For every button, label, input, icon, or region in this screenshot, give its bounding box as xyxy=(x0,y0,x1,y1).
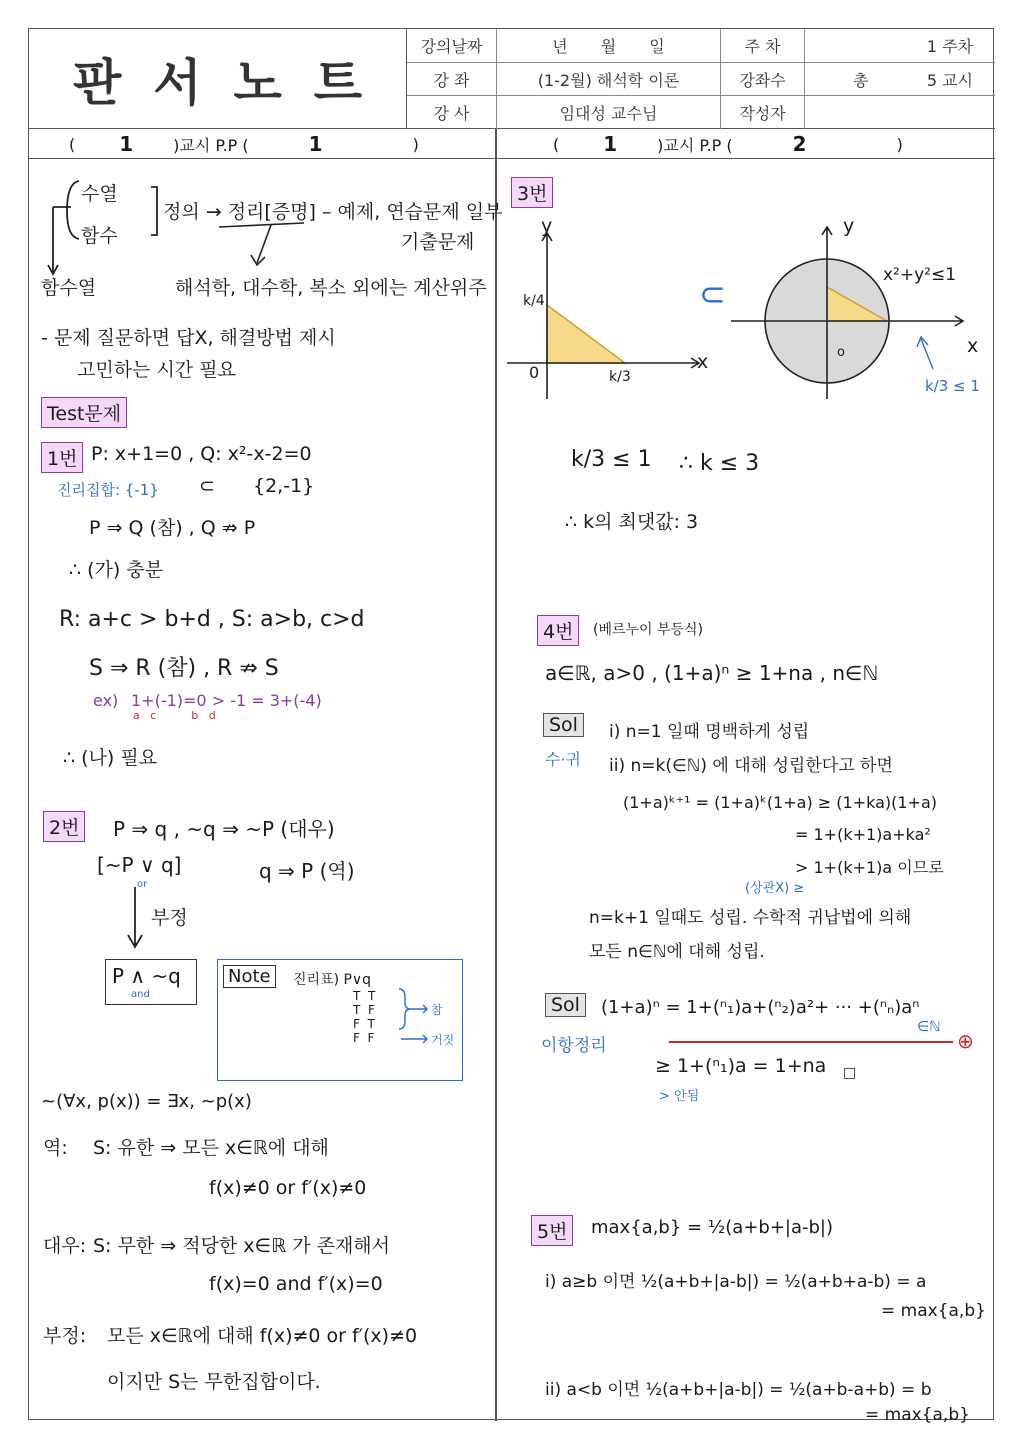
period-number: 1 xyxy=(603,132,618,156)
p5-case-1-result: = max{a,b} xyxy=(881,1301,986,1321)
note-row: F F xyxy=(353,1031,375,1045)
p2-result: P ∧ ~q xyxy=(112,964,181,988)
title-char: 서 xyxy=(153,54,202,112)
p2-converse-2: f(x)≠0 or f′(x)≠0 xyxy=(209,1177,367,1199)
p3-origin: 0 xyxy=(529,363,540,382)
p4-step-1: i) n=1 일때 명백하게 성립 xyxy=(609,722,810,742)
p1-truth-set: {2,-1} xyxy=(253,475,315,497)
intro-funcseq: 함수열 xyxy=(41,277,97,299)
p3-disk-axis-x: x xyxy=(967,335,979,357)
note-row: F T xyxy=(353,1017,375,1031)
title-char: 판 xyxy=(72,54,122,112)
label-instructor: 강 사 xyxy=(407,96,497,129)
p2-line-1: P ⇒ q , ~q ⇒ ~P (대우) xyxy=(113,817,335,841)
intro-past-exams: 기출문제 xyxy=(401,231,475,253)
value-instructor: 임대성 교수님 xyxy=(497,96,721,129)
p4-binom-2-note: > 안됨 xyxy=(659,1089,700,1104)
note-true: 참 xyxy=(431,1003,443,1017)
p4-eq-3-note: (상관X) ≥ xyxy=(745,881,805,896)
label-week: 주 차 xyxy=(721,29,805,63)
p5-case-2-result: = max{a,b} xyxy=(865,1405,970,1425)
p2-quantifier: ~(∀x, p(x)) = ∃x, ~p(x) xyxy=(41,1091,252,1112)
p4-sol2-label: Sol xyxy=(545,993,586,1017)
p4-step-2: ii) n=k(∈ℕ) 에 대해 성립한다고 하면 xyxy=(609,756,893,776)
p1-implication: P ⇒ Q (참) , Q ⇏ P xyxy=(89,517,256,539)
p3-circle-eq: x²+y²≤1 xyxy=(883,265,957,285)
p4-sol-label: Sol xyxy=(543,713,584,737)
note-header: 진리표) P∨q xyxy=(293,972,372,988)
p4-eq-1: (1+a)ᵏ⁺¹ = (1+a)ᵏ(1+a) ≥ (1+ka)(1+a) xyxy=(623,793,937,812)
period-label: )교시 P.P ( xyxy=(657,135,733,155)
label-course: 강 좌 xyxy=(407,63,497,96)
red-underline xyxy=(669,1041,953,1043)
p2-line-2: q ⇒ P (역) xyxy=(259,859,355,883)
p2-negation-1: 모든 x∈ℝ에 대해 f(x)≠0 or f′(x)≠0 xyxy=(107,1325,418,1347)
triangle-region xyxy=(547,305,625,363)
p2-negation: 부정 xyxy=(151,907,188,929)
value-sessions xyxy=(805,63,995,96)
value-date: 년 월 일 xyxy=(497,29,721,63)
p1-subset: ⊂ xyxy=(199,475,215,497)
title-char: 트 xyxy=(313,54,363,112)
p1-pq: P: x+1=0 , Q: x²-x-2=0 xyxy=(91,443,312,465)
p3-tick-k4: k/4 xyxy=(523,293,545,309)
p1-label: 1번 xyxy=(41,442,83,473)
test-label: Test문제 xyxy=(41,397,127,428)
p1-implication-2: S ⇒ R (참) , R ⇏ S xyxy=(89,656,279,681)
p2-contra-1: S: 무한 ⇒ 적당한 x∈ℝ 가 존재해서 xyxy=(93,1235,391,1257)
note-page xyxy=(28,28,994,1425)
p1-example-sub: a c b d xyxy=(133,709,216,722)
p4-statement: a∈ℝ, a>0 , (1+a)ⁿ ≥ 1+na , n∈ℕ xyxy=(545,661,879,685)
page-number: 2 xyxy=(792,132,807,156)
p4-binom-note: ∈ℕ xyxy=(917,1019,941,1035)
note-brace xyxy=(397,987,431,1047)
title-char: 노 xyxy=(233,54,282,112)
subheader-right xyxy=(553,129,993,159)
p3-blue-note: k/3 ≤ 1 xyxy=(925,377,980,395)
p3-inequality: k/3 ≤ 1 xyxy=(571,447,652,472)
sessions-value: 5 교시 xyxy=(926,70,973,90)
subheader-left xyxy=(69,129,489,159)
p3-axis-y: y xyxy=(541,215,553,237)
p2-converse-1: S: 유한 ⇒ 모든 x∈ℝ에 대해 xyxy=(93,1137,329,1159)
p2-negation-2: 이지만 S는 무한집합이다. xyxy=(107,1371,321,1393)
p4-label: 4번 xyxy=(537,615,579,646)
p4-binom-1: (1+a)ⁿ = 1+(ⁿ₁)a+(ⁿ₂)a²+ ··· +(ⁿₙ)aⁿ xyxy=(601,997,920,1018)
value-week: 1 주차 xyxy=(805,29,995,63)
paren: ) xyxy=(412,134,419,154)
note-label: Note xyxy=(223,965,276,988)
p4-binomial: 이항정리 xyxy=(541,1036,607,1056)
period-label: )교시 P.P ( xyxy=(173,135,249,155)
intro-definition: 정의 → 정리[증명] – 예제, 연습문제 일부 xyxy=(163,201,503,223)
p2-result-box xyxy=(105,959,197,1005)
period-number: 1 xyxy=(119,132,134,156)
p4-eq-2: = 1+(k+1)a+ka² xyxy=(795,825,931,844)
p5-statement: max{a,b} = ½(a+b+|a-b|) xyxy=(591,1217,834,1238)
p2-bracket: [~P ∨ q] xyxy=(97,853,182,877)
note-row: T T xyxy=(353,989,376,1003)
p3-axis-x: x xyxy=(697,351,709,373)
p4-conclusion-2: 모든 n∈ℕ에 대해 성립. xyxy=(589,942,765,962)
p4-induction: 수·귀 xyxy=(545,750,581,769)
p2-converse-label: 역: xyxy=(43,1137,68,1159)
p4-eq-3: > 1+(k+1)a 이므로 xyxy=(795,858,944,877)
p4-name: (베르누이 부등식) xyxy=(593,622,704,638)
value-writer xyxy=(805,96,995,129)
p2-label: 2번 xyxy=(43,811,85,842)
label-sessions: 강좌수 xyxy=(721,63,805,96)
page-number: 1 xyxy=(308,132,323,156)
p2-and: and xyxy=(131,989,150,1000)
p4-qed: □ xyxy=(843,1065,857,1081)
p3-max: ∴ k의 최댓값: 3 xyxy=(565,511,699,533)
column-divider xyxy=(495,129,497,1421)
p1-conclusion-1: ∴ (가) 충분 xyxy=(69,559,164,581)
p4-plus: ⊕ xyxy=(957,1029,974,1053)
p2-contra-2: f(x)=0 and f′(x)=0 xyxy=(209,1273,383,1295)
p3-therefore: ∴ k ≤ 3 xyxy=(679,451,760,476)
p1-ex-label: ex) xyxy=(93,691,119,710)
p1-rs: R: a+c > b+d , S: a>b, c>d xyxy=(59,607,365,632)
p5-case-1: i) a≥b 이면 ½(a+b+|a-b|) = ½(a+b+a-b) = a xyxy=(545,1272,927,1292)
p3-disk-origin: o xyxy=(837,345,845,360)
paren: ( xyxy=(69,134,76,154)
intro-note-2: 고민하는 시간 필요 xyxy=(77,359,236,381)
intro-note-1: - 문제 질문하면 답X, 해결방법 제시 xyxy=(41,327,336,349)
p2-contra-label: 대우: xyxy=(43,1235,87,1257)
paren: ) xyxy=(896,134,903,154)
p2-negation-label: 부정: xyxy=(43,1325,87,1347)
sessions-total: 총 xyxy=(853,70,869,90)
intro-calc: 해석학, 대수학, 복소 외에는 계산위주 xyxy=(175,277,487,299)
page-title xyxy=(29,29,407,129)
note-false: 거짓 xyxy=(431,1033,455,1047)
label-date: 강의날짜 xyxy=(407,29,497,63)
paren: ( xyxy=(553,134,560,154)
p3-label: 3번 xyxy=(511,177,553,208)
p3-tick-k3: k/3 xyxy=(609,369,631,385)
intro-arrow xyxy=(209,219,329,279)
p3-subset: ⊂ xyxy=(699,275,726,313)
note-row: T F xyxy=(353,1003,375,1017)
p1-example: 1+(-1)=0 > -1 = 3+(-4) xyxy=(131,691,322,710)
header xyxy=(29,29,995,129)
p3-disk-axis-y: y xyxy=(843,215,855,237)
negation-arrow xyxy=(121,885,151,951)
p1-truth-label: 진리집합: {-1} xyxy=(57,481,159,499)
intro-func: 함수 xyxy=(81,225,118,247)
p5-label: 5번 xyxy=(531,1215,573,1246)
p4-conclusion-1: n=k+1 일때도 성립. 수학적 귀납법에 의해 xyxy=(589,908,912,928)
p5-case-2: ii) a<b 이면 ½(a+b+|a-b|) = ½(a+b-a+b) = b xyxy=(545,1380,932,1400)
intro-seq: 수열 xyxy=(81,183,118,205)
value-course: (1-2월) 해석학 이론 xyxy=(497,63,721,96)
p1-conclusion-2: ∴ (나) 필요 xyxy=(63,747,158,769)
subheader xyxy=(29,129,995,159)
label-writer: 작성자 xyxy=(721,96,805,129)
p2-or: or xyxy=(137,879,148,890)
p4-binom-2: ≥ 1+(ⁿ₁)a = 1+na xyxy=(655,1055,827,1077)
